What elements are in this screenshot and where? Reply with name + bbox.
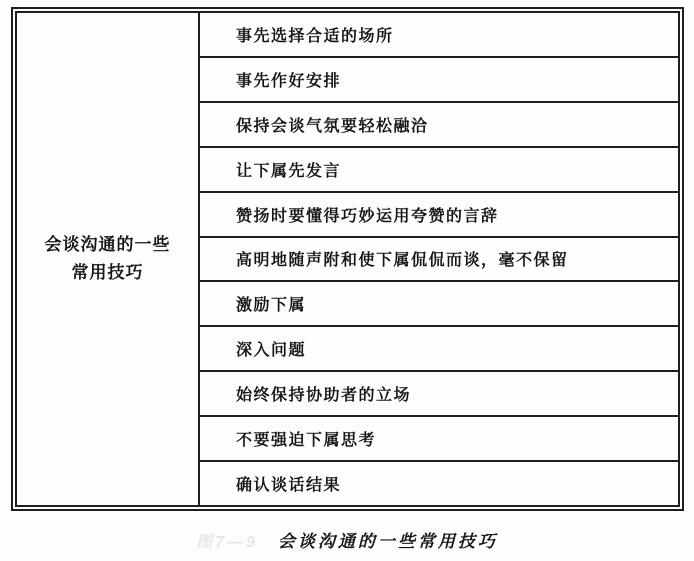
technique-label: 让下属先发言 (236, 162, 342, 180)
table-row (200, 238, 678, 283)
table-row (200, 282, 678, 327)
technique-label: 不要强迫下属思考 (236, 432, 377, 450)
category-cell (17, 13, 200, 505)
technique-label: 深入问题 (236, 342, 307, 360)
table-row (200, 372, 678, 417)
technique-label: 事先作好安排 (236, 72, 342, 90)
table-row (200, 193, 678, 238)
caption-text: 会谈沟通的一些常用技巧 (277, 532, 498, 551)
technique-label: 激励下属 (236, 297, 307, 315)
table-row (200, 58, 678, 103)
technique-label: 保持会谈气氛要轻松融洽 (236, 117, 429, 135)
category-line-1: 会谈沟通的一些 (44, 234, 171, 254)
table-row (200, 103, 678, 148)
technique-label: 事先选择合适的场所 (236, 27, 394, 45)
table-row (200, 13, 678, 58)
technique-label: 确认谈话结果 (236, 477, 342, 495)
techniques-table (11, 7, 684, 511)
table-row (200, 148, 678, 193)
figure-number-faded: 图7—9 (196, 534, 258, 551)
technique-label: 赞扬时要懂得巧妙运用夸赞的言辞 (236, 207, 499, 225)
technique-rows (200, 13, 678, 505)
category-line-2: 常用技巧 (71, 263, 144, 282)
table-row (200, 462, 678, 505)
table-row (200, 327, 678, 372)
table-row (200, 417, 678, 462)
technique-label: 高明地随声附和使下属侃侃而谈，毫不保留 (236, 252, 569, 270)
technique-label: 始终保持协助者的立场 (236, 387, 412, 405)
figure-caption (0, 527, 694, 552)
